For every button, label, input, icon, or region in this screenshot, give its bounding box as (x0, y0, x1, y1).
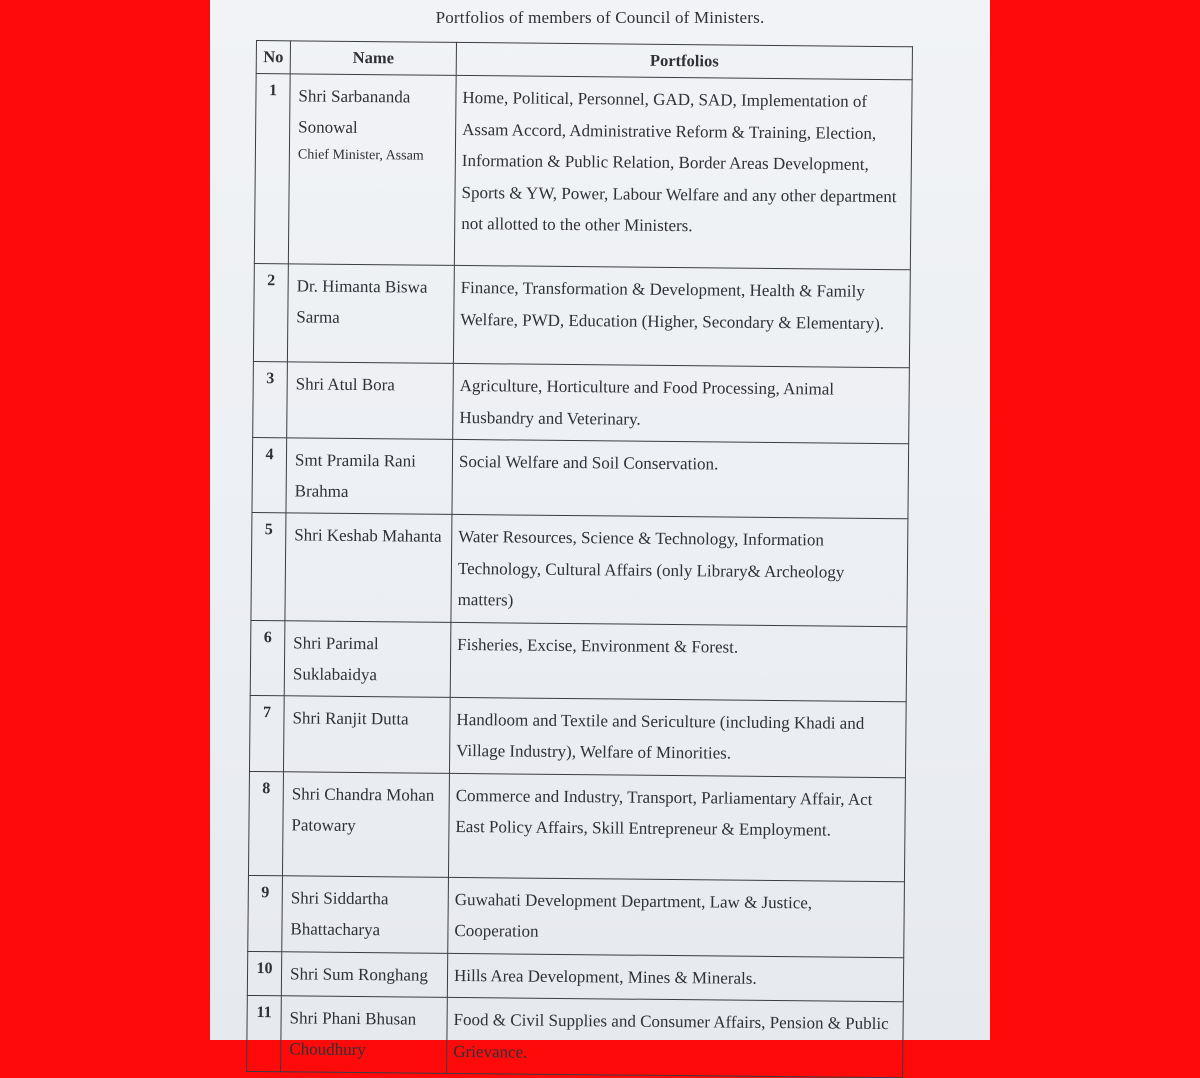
minister-name: Dr. Himanta Biswa Sarma (287, 264, 454, 364)
table-row (253, 361, 910, 443)
portfolios-cell: Fisheries, Excise, Environment & Forest. (450, 622, 907, 701)
portfolio-table-container (246, 40, 912, 1078)
row-number: 1 (254, 74, 290, 264)
row-number: 10 (247, 951, 281, 996)
minister-name-cell (288, 74, 456, 266)
table-row (248, 771, 905, 881)
portfolio-table (246, 40, 913, 1078)
minister-designation: Chief Minister, Assam (297, 147, 424, 164)
minister-name: Shri Siddartha Bhattacharya (282, 875, 449, 953)
row-number: 11 (247, 995, 282, 1071)
minister-name: Shri Chandra Mohan Patowary (282, 771, 449, 877)
portfolios-cell: Commerce and Industry, Transport, Parliamentary Affair, Act East Policy Affairs, Skill Entrepreneur & Employment. (448, 773, 905, 881)
portfolios-cell: Guwahati Development Department, Law & Justice, Cooperation (448, 877, 905, 957)
minister-name: Shri Sum Ronghang (281, 951, 447, 997)
minister-name: Shri Phani Bhusan Choudhury (281, 996, 448, 1074)
table-row (249, 695, 906, 777)
table-row (251, 512, 908, 626)
table-row (254, 74, 912, 270)
portfolios-cell: Food & Civil Supplies and Consumer Affairs, Pension & Public Grievance. (447, 997, 904, 1077)
left-red-margin (0, 0, 210, 1040)
row-number: 4 (252, 437, 287, 512)
portfolios-cell: Finance, Transformation & Development, Health & Family Welfare, PWD, Education (Higher, Secondary & Elementary). (453, 265, 910, 367)
document-title: Portfolios of members of Council of Ministers. (435, 8, 765, 27)
portfolios-cell: Agriculture, Horticulture and Food Processing, Animal Husbandry and Veterinary. (453, 363, 910, 443)
minister-name: Shri Ranjit Dutta (283, 695, 450, 773)
portfolios-cell: Hills Area Development, Mines & Minerals. (447, 953, 903, 1002)
minister-name: Shri Keshab Mahanta (285, 513, 452, 622)
right-red-margin (990, 0, 1200, 1040)
minister-name: Shri Sarbananda Sonowal (298, 86, 411, 137)
row-number: 2 (253, 263, 288, 361)
portfolios-cell: Water Resources, Science & Technology, Information Technology, Cultural Affairs (only Library& Archeology matters) (451, 514, 908, 626)
table-row (248, 875, 905, 957)
header-name: Name (290, 41, 456, 76)
table-row (253, 263, 910, 367)
document-page (210, 0, 990, 1062)
header-portfolios: Portfolios (456, 42, 912, 79)
minister-name: Shri Atul Bora (287, 362, 454, 440)
minister-name: Shri Parimal Suklabaidya (284, 620, 451, 697)
row-number: 5 (251, 512, 286, 620)
table-row (247, 951, 903, 1002)
row-number: 9 (248, 875, 283, 951)
minister-name: Smt Pramila Rani Brahma (286, 438, 453, 515)
table-row (247, 995, 904, 1077)
header-no: No (256, 41, 290, 74)
portfolios-cell: Handloom and Textile and Sericulture (including Khadi and Village Industry), Welfare of Minorities. (449, 697, 906, 777)
row-number: 7 (249, 695, 284, 771)
portfolios-cell: Home, Political, Personnel, GAD, SAD, Implementation of Assam Accord, Administrative Reform & Training, Election, Information & Public Relation, Border Areas Development, Sports & YW, Power, Labour Welfare and any other department not allotted to the other Ministers. (454, 75, 912, 269)
row-number: 6 (250, 620, 285, 695)
table-row (250, 620, 907, 701)
table-row (252, 437, 909, 518)
portfolios-cell: Social Welfare and Soil Conservation. (452, 439, 909, 518)
row-number: 3 (253, 361, 288, 437)
row-number: 8 (248, 771, 283, 875)
